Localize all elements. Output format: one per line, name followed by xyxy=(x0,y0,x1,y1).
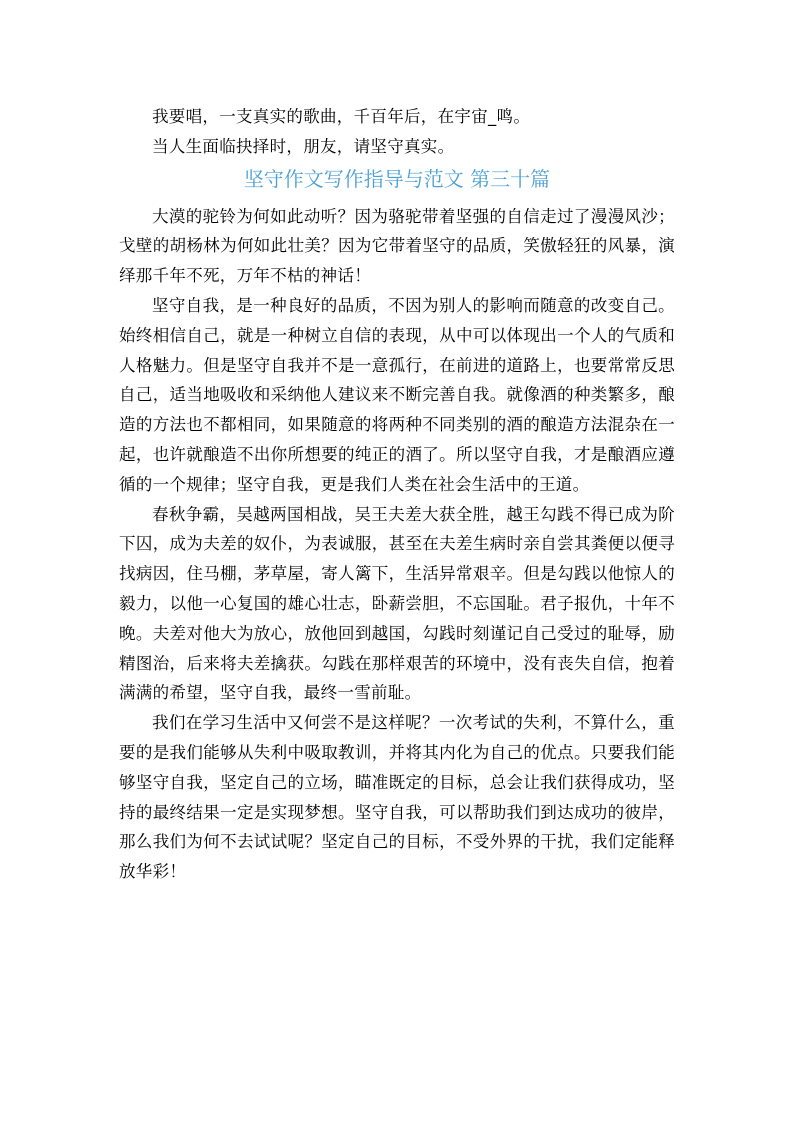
paragraph-2: 坚守自我，是一种良好的品质，不因为别人的影响而随意的改变自己。始终相信自己，就是一种树立自信的表现，从中可以体现出一个人的气质和人格魅力。但是坚守自我并不是一意孤行，在前进的道路上，也要常常反思自己，适当地吸收和采纳他人建议来不断完善自我。就像酒的种类繁多，酿造的方法也不都相同，如果随意的将两种不同类别的酒的酿造方法混杂在一起，也许就酿造不出你所想要的纯正的酒了。所以坚守自我，才是酿酒应遵循的一个规律；坚守自我，更是我们人类在社会生活中的王道。 xyxy=(119,295,675,494)
document-page xyxy=(119,102,675,887)
article-title: 坚守作文写作指导与范文 第三十篇 xyxy=(243,166,551,191)
paragraph-1: 大漠的驼铃为何如此动听？因为骆驼带着坚强的自信走过了漫漫风沙；戈壁的胡杨林为何如此壮美？因为它带着坚守的品质，笑傲轻狂的风暴，演绎那千年不死，万年不枯的神话！ xyxy=(119,206,675,286)
paragraph-3: 春秋争霸，吴越两国相战，吴王夫差大获全胜，越王勾践不得已成为阶下囚，成为夫差的奴仆，为表诚服，甚至在夫差生病时亲自尝其粪便以便寻找病因，住马棚，茅草屋，寄人篱下，生活异常艰辛。但是勾践以他惊人的毅力，以他一心复国的雄心壮志，卧薪尝胆，不忘国耻。君子报仇，十年不晚。夫差对他大为放心，放他回到越国，勾践时刻谨记自己受过的耻辱，励精图治，后来将夫差擒获。勾践在那样艰苦的环境中，没有丧失自信，抱着满满的希望，坚守自我，最终一雪前耻。 xyxy=(119,504,675,703)
paragraph-4: 我们在学习生活中又何尝不是这样呢？一次考试的失利，不算什么，重要的是我们能够从失利中吸取教训，并将其内化为自己的优点。只要我们能够坚守自我，坚定自己的立场，瞄准既定的目标，总会让我们获得成功，坚持的最终结果一定是实现梦想。坚守自我，可以帮助我们到达成功的彼岸，那么我们为何不去试试呢？坚定自己的目标，不受外界的干扰，我们定能释放华彩！ xyxy=(119,713,675,882)
paragraph-before-2: 当人生面临抉择时，朋友，请坚守真实。 xyxy=(152,136,455,156)
paragraph-before-1: 我要唱，一支真实的歌曲，千百年后，在宇宙_鸣。 xyxy=(152,107,531,126)
